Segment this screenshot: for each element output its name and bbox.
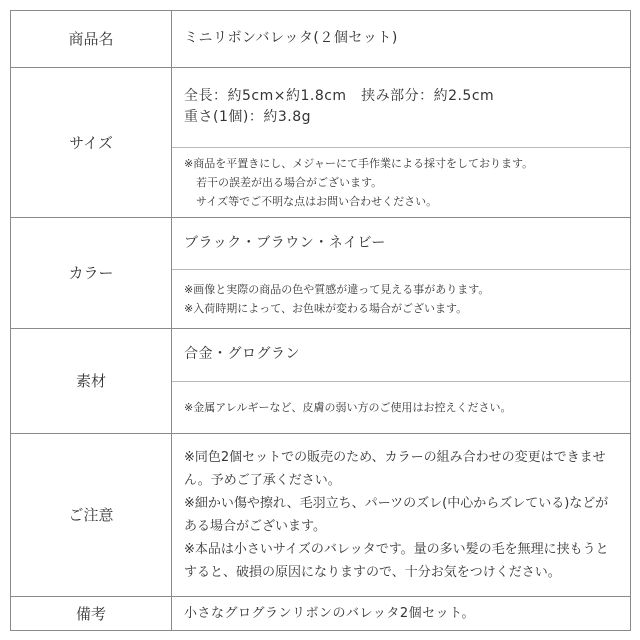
- caution-line: ※本品は小さいサイズのバレッタです。量の多い髪の毛を無理に挟もうと: [184, 541, 609, 557]
- size-spec-cell: [172, 67, 631, 147]
- size-note-line: ※商品を平置きにし、メジャーにて手作業による採寸をしております。: [184, 156, 534, 170]
- size-note-line: サイズ等でご不明な点はお問い合わせください。: [196, 194, 438, 208]
- color-notes-cell: [172, 269, 631, 328]
- caution-cell: [172, 433, 631, 596]
- header-size: サイズ: [11, 67, 172, 217]
- row-caution: [11, 433, 630, 596]
- header-product-name: 商品名: [11, 11, 172, 67]
- product-spec-table-frame: [10, 10, 631, 631]
- remarks-value: 小さなグログランリボンのバレッタ2個セット。: [172, 596, 631, 630]
- caution-line: ん。予めご了承ください。: [184, 472, 341, 488]
- caution-line: ある場合がございます。: [184, 518, 326, 534]
- row-product-name: [11, 11, 630, 67]
- color-note-line: ※入荷時期によって、お色味が変わる場合がございます。: [184, 301, 468, 315]
- header-color: カラー: [11, 217, 172, 328]
- size-dimensions: 全長：約5cm×約1.8cm 挟み部分：約2.5cm: [184, 88, 495, 104]
- product-name-value: ミニリボンバレッタ(２個セット): [184, 30, 398, 47]
- row-size: [11, 67, 630, 147]
- caution-line: ※細かい傷や擦れ、毛羽立ち、パーツのズレ(中心からズレている)などが: [184, 495, 609, 511]
- row-material: [11, 328, 630, 381]
- row-remarks: [11, 596, 630, 630]
- caution-line: ※同色2個セットでの販売のため、カラーの組み合わせの変更はできませ: [184, 449, 606, 465]
- material-value: 合金・グログラン: [172, 328, 631, 381]
- row-color: [11, 217, 630, 269]
- size-notes-cell: [172, 147, 631, 217]
- material-note-line: ※金属アレルギーなど、皮膚の弱い方のご使用はお控えください。: [184, 400, 512, 414]
- header-remarks: 備考: [11, 596, 172, 630]
- color-note-line: ※画像と実際の商品の色や質感が違って見える事があります。: [184, 282, 490, 296]
- size-note-line: 若干の誤差が出る場合がございます。: [196, 175, 383, 189]
- header-material: 素材: [11, 328, 172, 433]
- color-value: ブラック・ブラウン・ネイビー: [172, 217, 631, 269]
- size-weight: 重さ(1個)：約3.8g: [184, 109, 311, 125]
- material-notes-cell: [172, 381, 631, 433]
- product-spec-table: [11, 11, 630, 630]
- header-caution: ご注意: [11, 433, 172, 596]
- caution-line: すると、破損の原因になりますので、十分お気をつけください。: [184, 564, 561, 580]
